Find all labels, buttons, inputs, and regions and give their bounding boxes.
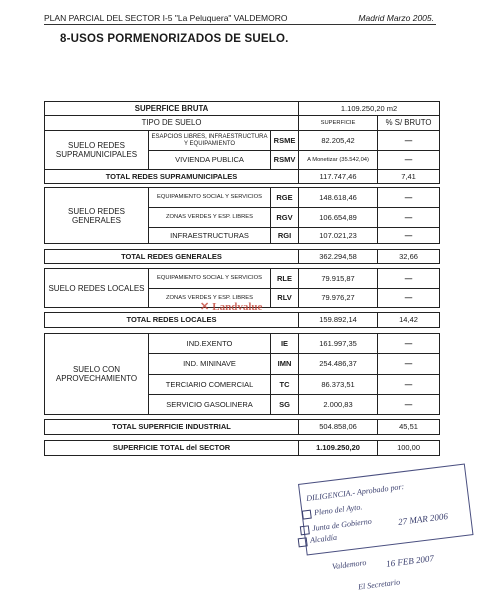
total-pct: 14,42 xyxy=(378,313,440,328)
row-desc: ZONAS VERDES Y ESP. LIBRES xyxy=(149,208,271,228)
table-row xyxy=(45,334,440,354)
total-row xyxy=(45,420,440,435)
grand-total-pct: 100,00 xyxy=(378,441,440,456)
row-pct: — xyxy=(378,354,440,375)
row-value: 79.915,87 xyxy=(299,269,378,289)
row-value: 82.205,42 xyxy=(299,131,378,151)
row-code: RLE xyxy=(271,269,299,289)
row-code: RGE xyxy=(271,188,299,208)
total-label: TOTAL REDES SUPRAMUNICIPALES xyxy=(45,170,299,184)
row-pct: — xyxy=(378,334,440,354)
total-pct: 32,66 xyxy=(378,250,440,264)
group-label: SUELO CON APROVECHAMIENTO xyxy=(45,334,149,415)
stamp-secretary: El Secretario xyxy=(357,577,401,592)
total-row xyxy=(45,250,440,264)
stamp-date: 16 FEB 2007 xyxy=(385,553,435,569)
row-value: 107.021,23 xyxy=(299,228,378,244)
row-value: 86.373,51 xyxy=(299,375,378,395)
row-desc: ESAPCIOS LIBRES, INFRAESTRUCTURA Y EQUIPAMIENTO xyxy=(149,131,271,151)
row-code: RSMV xyxy=(271,151,299,170)
row-pct: — xyxy=(378,289,440,308)
row-value: 161.997,35 xyxy=(299,334,378,354)
gross-area-value: 1.109.250,20 m2 xyxy=(299,102,440,116)
stamp-heading: DILIGENCIA.- Aprobado por: xyxy=(305,482,405,503)
total-value: 504.858,06 xyxy=(299,420,378,435)
group-label: SUELO REDES LOCALES xyxy=(45,269,149,308)
row-desc: EQUIPAMIENTO SOCIAL Y SERVICIOS xyxy=(149,269,271,289)
table-row xyxy=(45,269,440,289)
header-divider xyxy=(44,24,436,25)
row-desc: VIVIENDA PUBLICA xyxy=(149,151,271,170)
row-pct: — xyxy=(378,228,440,244)
total-row xyxy=(45,313,440,328)
row-desc: TERCIARIO COMERCIAL xyxy=(149,375,271,395)
column-tipo: TIPO DE SUELO xyxy=(45,116,299,131)
row-value: A Monetizar (35.542,04) xyxy=(299,151,378,170)
watermark xyxy=(200,300,262,313)
total-pct: 45,51 xyxy=(378,420,440,435)
table-row xyxy=(45,131,440,151)
grand-total-value: 1.109.250,20 xyxy=(299,441,378,456)
group-label: SUELO REDES GENERALES xyxy=(45,188,149,244)
row-value: 79.976,27 xyxy=(299,289,378,308)
stamp-date: 27 MAR 2006 xyxy=(397,510,449,528)
checkbox-icon xyxy=(302,509,312,519)
row-desc: IND.EXENTO xyxy=(149,334,271,354)
row-pct: — xyxy=(378,269,440,289)
row-value: 148.618,46 xyxy=(299,188,378,208)
row-pct: — xyxy=(378,188,440,208)
land-use-table xyxy=(44,101,440,456)
row-value: 106.654,89 xyxy=(299,208,378,228)
table-header-row xyxy=(45,116,440,131)
stamp-place: Valdemoro xyxy=(331,557,367,572)
row-code: IMN xyxy=(271,354,299,375)
row-code: TC xyxy=(271,375,299,395)
watermark-logo-icon: ✕ xyxy=(200,301,210,313)
column-superficie: SUPERFICIE xyxy=(299,116,378,131)
header-title: PLAN PARCIAL DEL SECTOR I-5 "La Peluquera" VALDEMORO xyxy=(44,13,288,23)
stamp-option: Junta de Gobierno xyxy=(300,517,373,535)
row-code: IE xyxy=(271,334,299,354)
checkbox-icon xyxy=(300,525,310,535)
row-pct: — xyxy=(378,375,440,395)
header-date: Madrid Marzo 2005. xyxy=(358,13,434,23)
row-desc: IND. MININAVE xyxy=(149,354,271,375)
total-label: TOTAL REDES GENERALES xyxy=(45,250,299,264)
grand-total-row xyxy=(45,441,440,456)
table-row xyxy=(45,188,440,208)
row-desc: ZONAS VERDES Y ESP. LIBRES xyxy=(149,289,271,308)
row-desc: SERVICIO GASOLINERA xyxy=(149,395,271,415)
approval-stamp xyxy=(298,484,468,600)
section-title: 8-USOS PORMENORIZADOS DE SUELO. xyxy=(60,33,289,45)
row-code: RGI xyxy=(271,228,299,244)
row-desc: INFRAESTRUCTURAS xyxy=(149,228,271,244)
total-value: 117.747,46 xyxy=(299,170,378,184)
table-row xyxy=(45,102,440,116)
row-pct: — xyxy=(378,131,440,151)
stamp-option: Pleno del Ayto. xyxy=(302,502,363,519)
row-code: RGV xyxy=(271,208,299,228)
row-pct: — xyxy=(378,151,440,170)
group-label: SUELO REDES SUPRAMUNICIPALES xyxy=(45,131,149,170)
row-code: RSME xyxy=(271,131,299,151)
total-label: TOTAL REDES LOCALES xyxy=(45,313,299,328)
row-pct: — xyxy=(378,395,440,415)
row-code: SG xyxy=(271,395,299,415)
grand-total-label: SUPERFICIE TOTAL del SECTOR xyxy=(45,441,299,456)
total-label: TOTAL SUPERFICIE INDUSTRIAL xyxy=(45,420,299,435)
total-value: 159.892,14 xyxy=(299,313,378,328)
column-pct: % S/ BRUTO xyxy=(378,116,440,131)
row-value: 2.000,83 xyxy=(299,395,378,415)
total-pct: 7,41 xyxy=(378,170,440,184)
watermark-text: Landvalue xyxy=(212,301,263,313)
row-desc: EQUIPAMIENTO SOCIAL Y SERVICIOS xyxy=(149,188,271,208)
stamp-option: Alcaldía xyxy=(298,533,338,547)
row-value: 254.486,37 xyxy=(299,354,378,375)
total-value: 362.294,58 xyxy=(299,250,378,264)
total-row xyxy=(45,170,440,184)
row-code: RLV xyxy=(271,289,299,308)
gross-area-label: SUPERFICE BRUTA xyxy=(45,102,299,116)
row-pct: — xyxy=(378,208,440,228)
checkbox-icon xyxy=(298,537,308,547)
